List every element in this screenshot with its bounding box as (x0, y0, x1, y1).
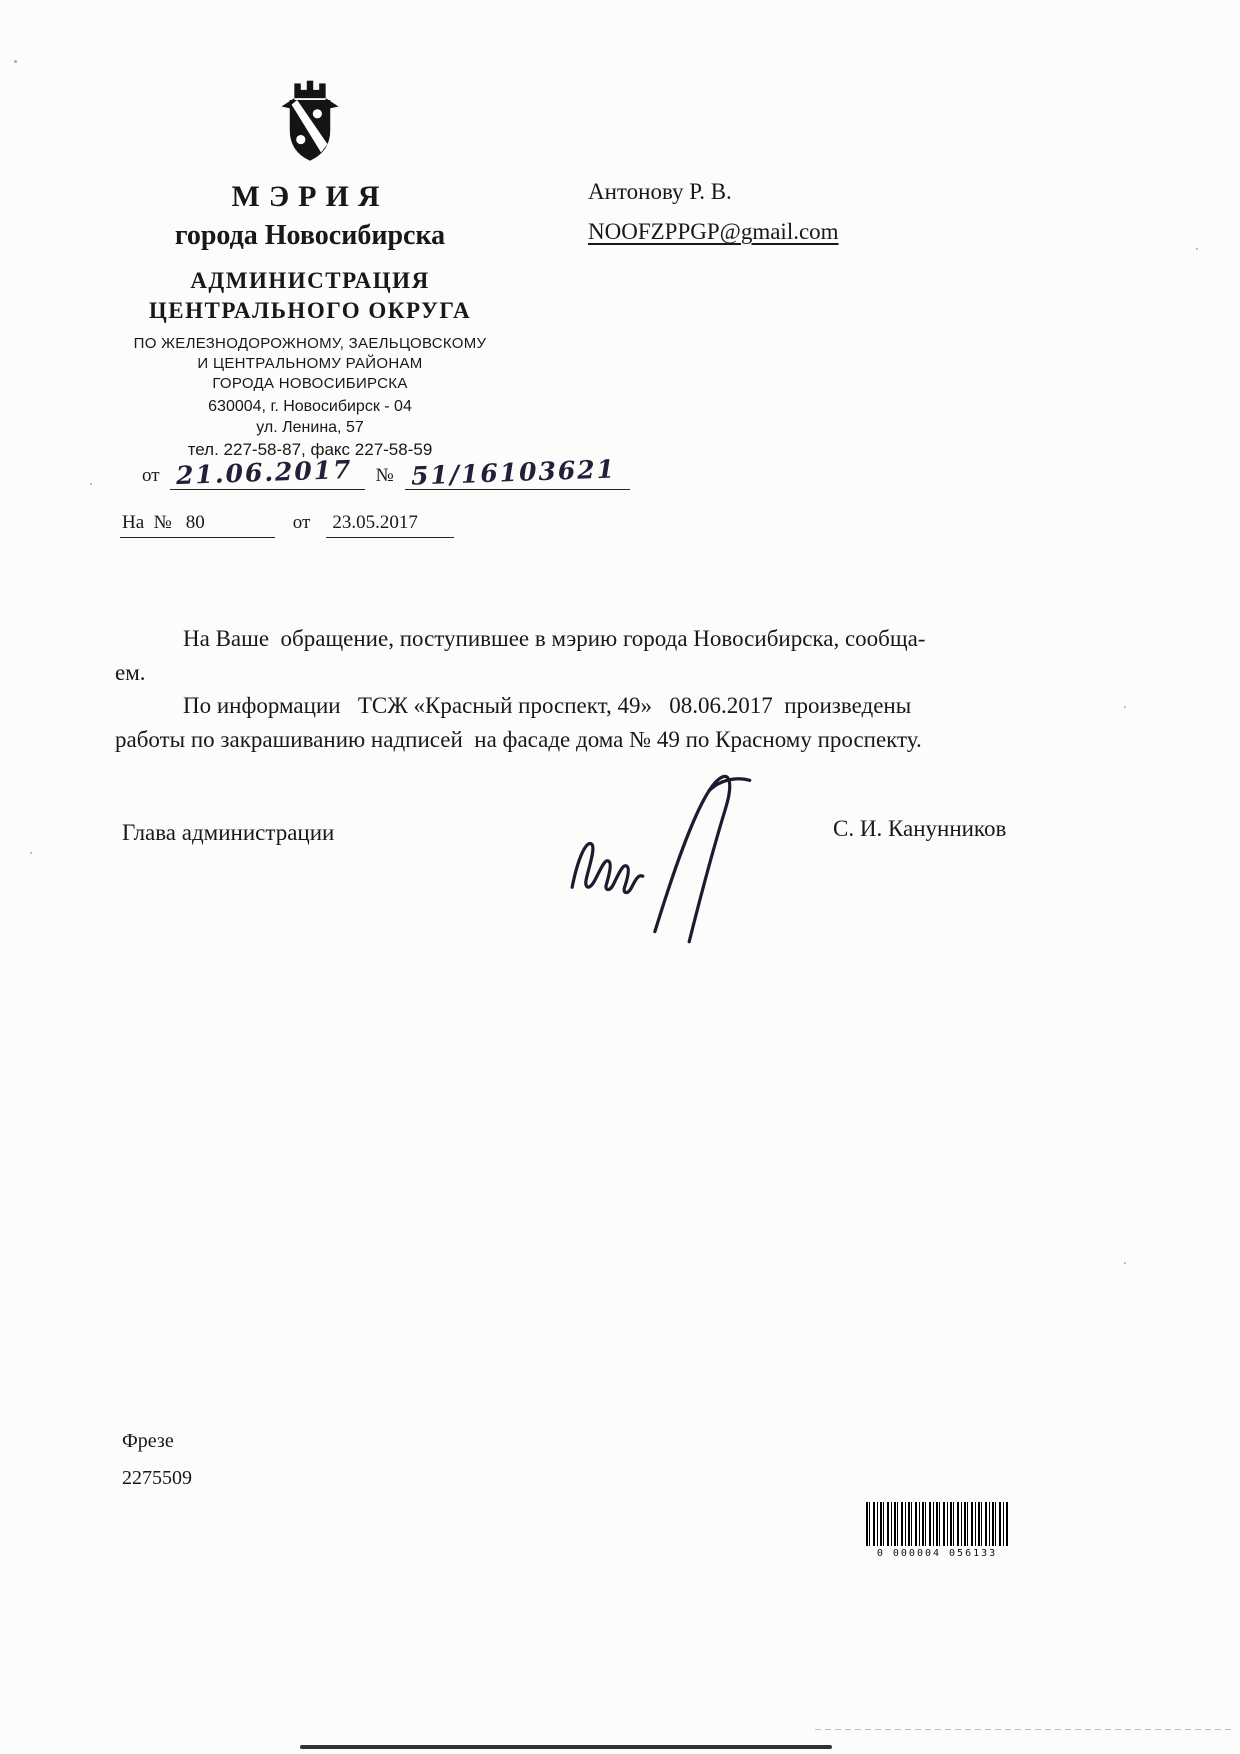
recipient-block (588, 172, 839, 252)
barcode-bars (866, 1502, 1008, 1546)
scan-artifact-edge-line (300, 1745, 832, 1749)
org-name-line2: города Новосибирска (174, 220, 446, 251)
letterhead (100, 78, 520, 460)
outgoing-from-label: от (142, 465, 160, 486)
outgoing-date-handwritten: 21.06.2017 (175, 454, 354, 491)
recipient-name: Антонову Р. В. (588, 179, 732, 204)
recipient-email: NOOFZPPGP@gmail.com (588, 219, 839, 244)
novosibirsk-coat-of-arms-icon (264, 78, 356, 168)
registration-barcode (866, 1502, 1008, 1559)
incoming-number-field (120, 512, 275, 538)
signer-position: Глава администрации (122, 820, 335, 845)
district-line3: ГОРОДА НОВОСИБИРСКА (212, 375, 408, 392)
incoming-from-label: от (292, 512, 311, 533)
outgoing-number-label: № (375, 465, 394, 486)
body-para2-line1: По информации ТСЖ «Красный проспект, 49» 08.06.2017 произведены (183, 693, 912, 718)
contact-line: тел. 227-58-87, факс 227-58-59 (187, 440, 433, 459)
scan-speck (90, 483, 92, 485)
scan-artifact-faint-line (815, 1729, 1235, 1730)
incoming-number: 80 (185, 512, 205, 533)
barcode-digits: 0 000004 056133 (876, 1548, 998, 1559)
incoming-date: 23.05.2017 (326, 512, 454, 538)
scan-speck (1124, 1262, 1126, 1264)
outgoing-number-field (405, 454, 630, 491)
body-para2-line2: работы по закрашиванию надписей на фасаде дома № 49 по Красному проспекту. (115, 726, 922, 752)
signer-name: С. И. Канунников (833, 816, 1007, 841)
incoming-reference-line (120, 512, 454, 538)
body-para1-line1: На Ваше обращение, поступившее в мэрию города Новосибирска, сообща- (183, 626, 926, 651)
executor-name: Фрезе (122, 1430, 174, 1452)
incoming-label: На № (122, 512, 172, 533)
org-name-line1: МЭРИЯ (231, 180, 389, 213)
scan-speck (30, 852, 32, 854)
outgoing-reference-line (136, 454, 630, 491)
department-line1: АДМИНИСТРАЦИЯ (190, 268, 430, 293)
handwritten-signature (558, 768, 780, 950)
outgoing-date-field (170, 454, 365, 491)
outgoing-number-handwritten: 51/16103621 (410, 454, 617, 491)
address-line1: 630004, г. Новосибирск - 04 (208, 398, 412, 415)
scan-speck (1196, 248, 1198, 250)
department-line2: ЦЕНТРАЛЬНОГО ОКРУГА (148, 298, 472, 323)
scan-speck (14, 60, 17, 63)
district-line2: И ЦЕНТРАЛЬНОМУ РАЙОНАМ (197, 355, 423, 372)
district-line1: ПО ЖЕЛЕЗНОДОРОЖНОМУ, ЗАЕЛЬЦОВСКОМУ (133, 335, 487, 352)
letter-body (115, 622, 1060, 756)
body-para1-line2: ем. (115, 659, 146, 685)
executor-phone: 2275509 (122, 1467, 192, 1489)
scan-speck (1124, 706, 1126, 708)
address-line2: ул. Ленина, 57 (256, 419, 364, 436)
